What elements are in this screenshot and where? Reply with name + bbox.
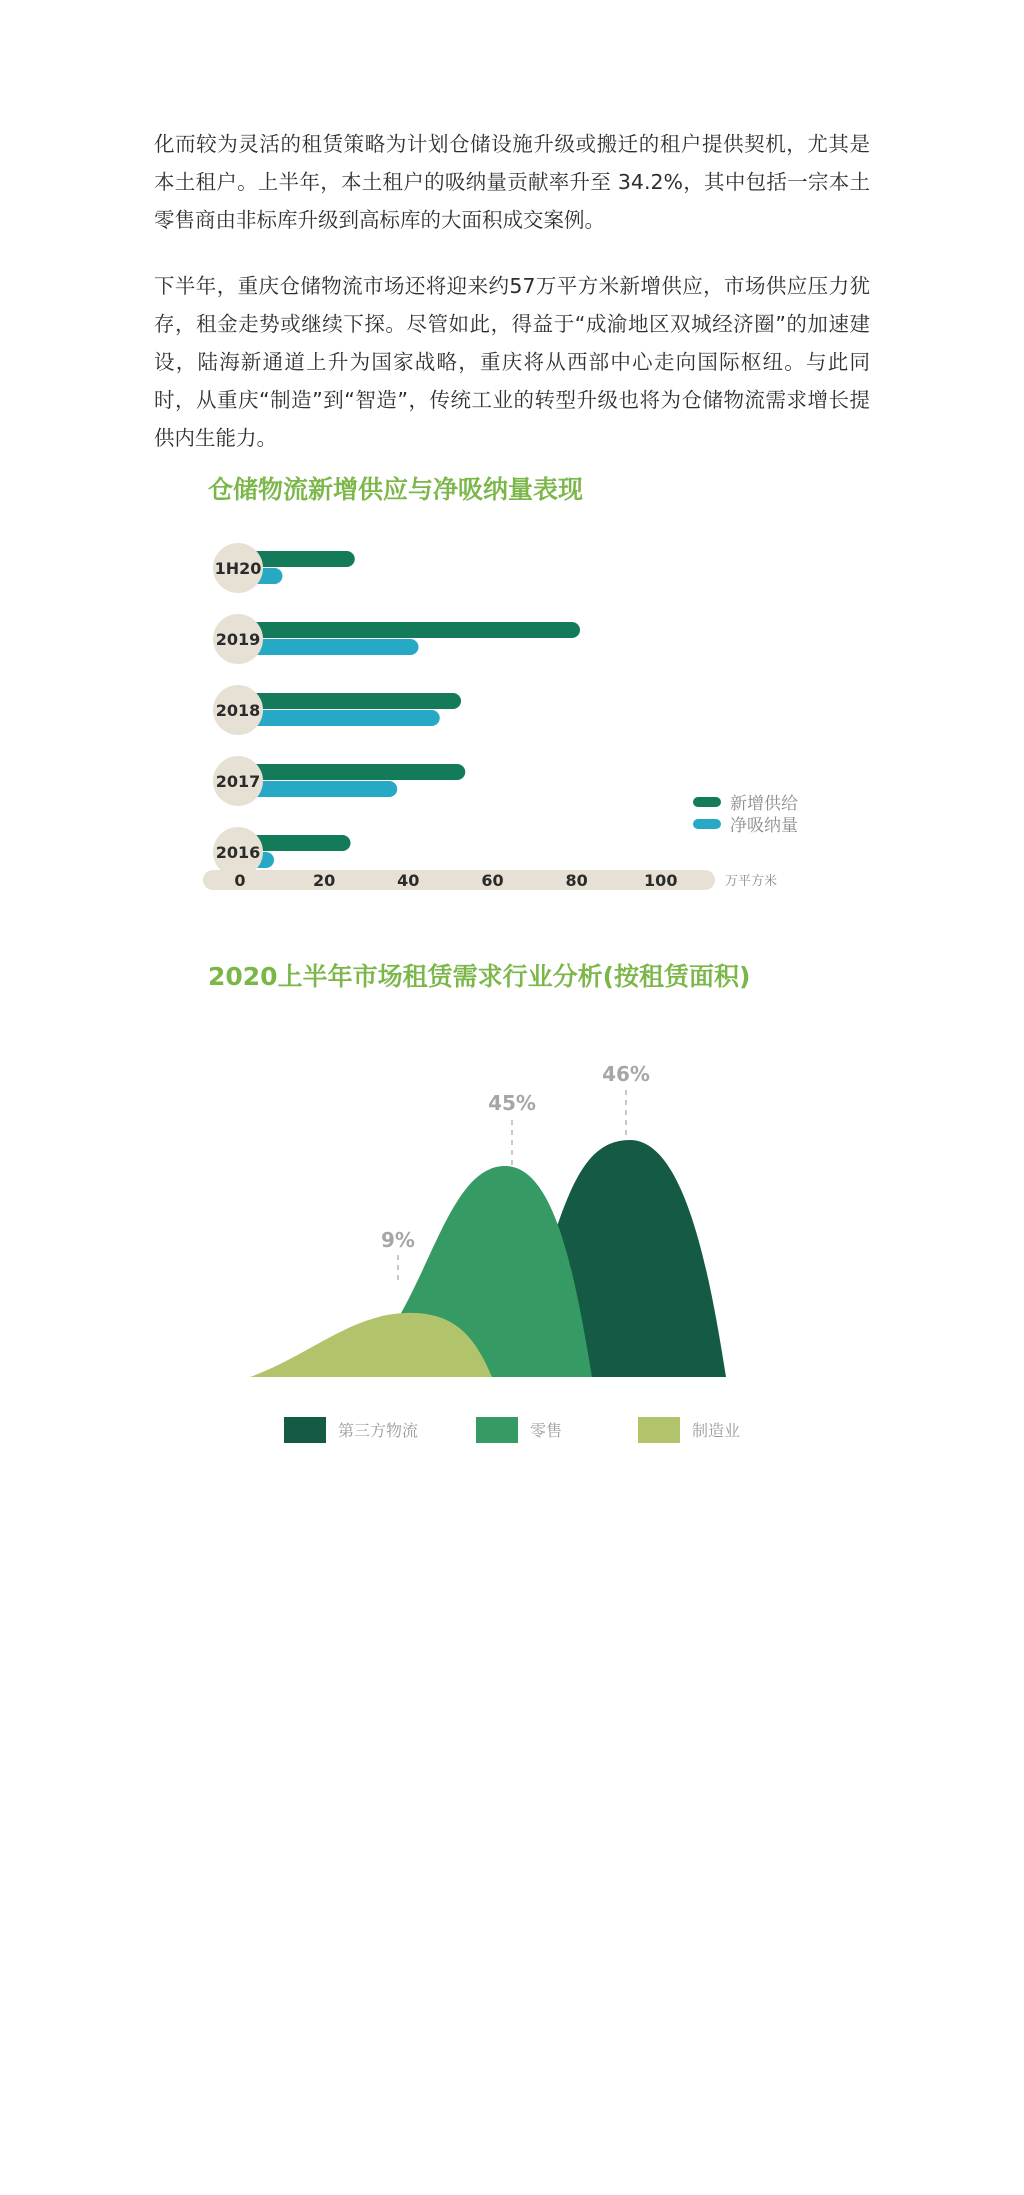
legend-swatch-logistics xyxy=(284,1417,326,1443)
x-tick-60: 60 xyxy=(481,871,504,890)
bar-2017-series-0 xyxy=(240,764,465,780)
legend-swatch-series-0 xyxy=(693,797,721,807)
demand-chart-title: 2020上半年市场租赁需求行业分析(按租赁面积) xyxy=(208,962,751,991)
bar-2018-series-0 xyxy=(240,693,461,709)
label-retail-pct: 45% xyxy=(488,1091,536,1115)
legend-label-series-0: 新增供给 xyxy=(730,794,798,814)
label-manufacturing-pct: 9% xyxy=(381,1228,415,1252)
legend-label-retail: 零售 xyxy=(530,1421,563,1440)
x-axis-unit: 万平方米 xyxy=(725,874,778,889)
legend-swatch-series-1 xyxy=(693,819,721,829)
x-tick-100: 100 xyxy=(644,871,678,890)
x-tick-40: 40 xyxy=(397,871,420,890)
supply-absorption-chart xyxy=(195,515,835,910)
x-tick-80: 80 xyxy=(565,871,588,890)
bar-2019-series-1 xyxy=(240,639,419,655)
x-axis-band xyxy=(203,870,715,890)
x-tick-0: 0 xyxy=(234,871,246,890)
category-label-2016: 2016 xyxy=(215,843,261,862)
bar-2017-series-1 xyxy=(240,781,397,797)
category-label-2017: 2017 xyxy=(215,772,261,791)
paragraph-1: 化而较为灵活的租赁策略为计划仓储设施升级或搬迁的租户提供契机，尤其是本土租户。上半年，本土租户的吸纳量贡献率升至 34.2%，其中包括一宗本土零售商由非标库升级到高标库的大面积成交案例。 xyxy=(154,132,870,232)
bar-2019-series-0 xyxy=(240,622,580,638)
category-label-1h20: 1H20 xyxy=(214,559,262,578)
legend-label-manufacturing: 制造业 xyxy=(692,1421,741,1440)
paragraph-2: 下半年，重庆仓储物流市场还将迎来约57万平方米新增供应，市场供应压力犹存，租金走势或继续下探。尽管如此，得益于“成渝地区双城经济圈”的加速建设，陆海新通道上升为国家战略，重庆将从西部中心走向国际枢纽。与此同时，从重庆“制造”到“智造”，传统工业的转型升级也将为仓储物流需求增长提供内生能力。 xyxy=(154,274,870,450)
legend-label-logistics: 第三方物流 xyxy=(338,1421,419,1440)
demand-area-chart xyxy=(230,1025,810,1465)
label-logistics-pct: 46% xyxy=(602,1062,650,1086)
x-tick-20: 20 xyxy=(313,871,336,890)
legend-label-series-1: 净吸纳量 xyxy=(730,816,798,836)
category-label-2019: 2019 xyxy=(215,630,261,649)
bar-2018-series-1 xyxy=(240,710,440,726)
supply-chart-title: 仓储物流新增供应与净吸纳量表现 xyxy=(208,475,584,504)
legend-swatch-retail xyxy=(476,1417,518,1443)
legend-swatch-manufacturing xyxy=(638,1417,680,1443)
category-label-2018: 2018 xyxy=(215,701,261,720)
